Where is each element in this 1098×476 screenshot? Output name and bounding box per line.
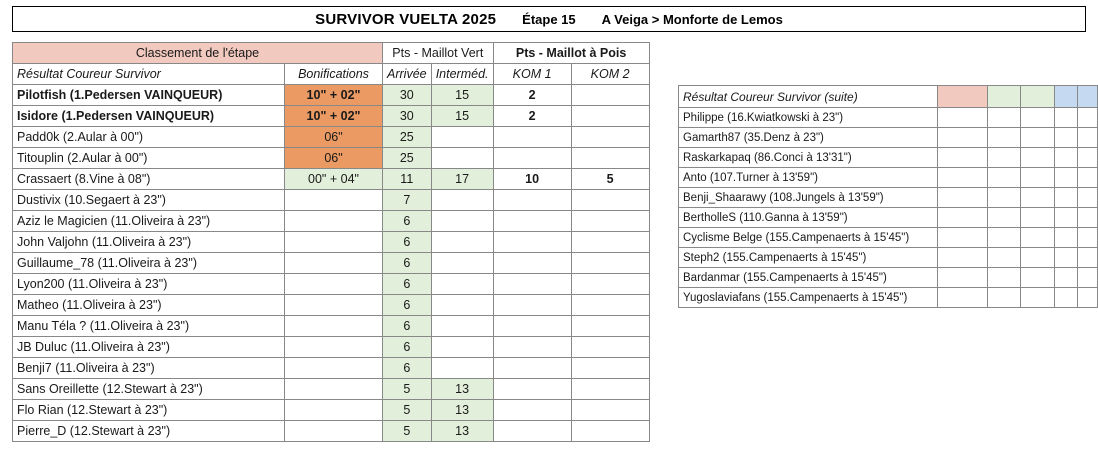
cell-bonifications: 00" + 04" [285, 169, 383, 190]
suite-cell-4 [1054, 248, 1078, 268]
cell-kom2-points [571, 232, 649, 253]
list-item [679, 208, 1098, 228]
suite-cell-3 [1021, 228, 1054, 248]
cell-kom1-points [493, 337, 571, 358]
cell-rider-name: Pierre_D (12.Stewart à 23") [13, 421, 285, 442]
cell-intermediate-points [431, 253, 493, 274]
table-row [13, 316, 650, 337]
cell-rider-name: John Valjohn (11.Oliveira à 23") [13, 232, 285, 253]
cell-bonifications [285, 421, 383, 442]
cell-arrivee-points: 6 [383, 211, 432, 232]
list-item [679, 248, 1098, 268]
stage-results-table [12, 42, 650, 442]
table-row [13, 358, 650, 379]
cell-arrivee-points: 25 [383, 148, 432, 169]
suite-cell-2 [987, 208, 1020, 228]
cell-arrivee-points: 5 [383, 421, 432, 442]
table-row [13, 379, 650, 400]
cell-arrivee-points: 6 [383, 316, 432, 337]
suite-header-swatch-green-1 [987, 86, 1020, 108]
table-row [13, 253, 650, 274]
cell-kom1-points [493, 253, 571, 274]
suite-cell-1 [938, 148, 987, 168]
group-header-maillot-vert: Pts - Maillot Vert [383, 43, 494, 64]
suite-header-row [679, 86, 1098, 108]
cell-arrivee-points: 6 [383, 253, 432, 274]
cell-arrivee-points: 30 [383, 85, 432, 106]
cell-intermediate-points: 15 [431, 85, 493, 106]
cell-rider-name: Manu Téla ? (11.Oliveira à 23") [13, 316, 285, 337]
list-item [679, 188, 1098, 208]
route-label: A Veiga > Monforte de Lemos [601, 11, 783, 27]
cell-kom2-points [571, 85, 649, 106]
suite-cell-5 [1078, 248, 1098, 268]
list-item [679, 288, 1098, 308]
suite-cell-2 [987, 248, 1020, 268]
cell-rider-name: Crassaert (8.Vine à 08") [13, 169, 285, 190]
col-header-bonifications: Bonifications [285, 64, 383, 85]
suite-cell-2 [987, 188, 1020, 208]
suite-cell-5 [1078, 128, 1098, 148]
cell-rider-name-suite: Bardanmar (155.Campenaerts à 15'45") [679, 268, 938, 288]
cell-rider-name: Titouplin (2.Aular à 00") [13, 148, 285, 169]
suite-cell-2 [987, 108, 1020, 128]
suite-header-swatch-blue-2 [1078, 86, 1098, 108]
cell-kom1-points [493, 211, 571, 232]
table-row [13, 190, 650, 211]
suite-cell-3 [1021, 268, 1054, 288]
suite-cell-5 [1078, 108, 1098, 128]
cell-rider-name: Sans Oreillette (12.Stewart à 23") [13, 379, 285, 400]
table-row [13, 274, 650, 295]
cell-arrivee-points: 6 [383, 295, 432, 316]
cell-rider-name: Isidore (1.Pedersen VAINQUEUR) [13, 106, 285, 127]
stage-label: Étape 15 [522, 11, 576, 27]
table-row [13, 337, 650, 358]
cell-kom1-points [493, 400, 571, 421]
suite-header-swatch-blue-1 [1054, 86, 1078, 108]
suite-cell-3 [1021, 128, 1054, 148]
suite-cell-2 [987, 268, 1020, 288]
col-header-arrivee: Arrivée [383, 64, 432, 85]
suite-cell-1 [938, 248, 987, 268]
table-row [13, 421, 650, 442]
cell-rider-name: Lyon200 (11.Oliveira à 23") [13, 274, 285, 295]
suite-cell-4 [1054, 128, 1078, 148]
cell-kom1-points: 10 [493, 169, 571, 190]
cell-arrivee-points: 6 [383, 274, 432, 295]
cell-intermediate-points [431, 190, 493, 211]
cell-kom1-points [493, 358, 571, 379]
suite-cell-4 [1054, 208, 1078, 228]
suite-cell-4 [1054, 268, 1078, 288]
cell-intermediate-points [431, 295, 493, 316]
cell-intermediate-points [431, 274, 493, 295]
cell-intermediate-points [431, 127, 493, 148]
suite-cell-3 [1021, 148, 1054, 168]
suite-cell-3 [1021, 188, 1054, 208]
cell-rider-name-suite: Gamarth87 (35.Denz à 23") [679, 128, 938, 148]
suite-cell-3 [1021, 248, 1054, 268]
suite-cell-5 [1078, 148, 1098, 168]
cell-intermediate-points [431, 358, 493, 379]
suite-cell-4 [1054, 148, 1078, 168]
suite-cell-5 [1078, 268, 1098, 288]
group-header-row [13, 43, 650, 64]
cell-intermediate-points [431, 211, 493, 232]
suite-cell-3 [1021, 288, 1054, 308]
suite-cell-1 [938, 108, 987, 128]
cell-bonifications [285, 358, 383, 379]
suite-cell-5 [1078, 228, 1098, 248]
cell-bonifications [285, 274, 383, 295]
list-item [679, 148, 1098, 168]
cell-rider-name: Matheo (11.Oliveira à 23") [13, 295, 285, 316]
suite-cell-1 [938, 168, 987, 188]
title-banner [12, 6, 1086, 32]
cell-bonifications [285, 232, 383, 253]
cell-bonifications: 10" + 02" [285, 106, 383, 127]
suite-cell-1 [938, 208, 987, 228]
cell-kom2-points [571, 274, 649, 295]
cell-bonifications: 06" [285, 148, 383, 169]
cell-kom2-points [571, 295, 649, 316]
cell-bonifications [285, 295, 383, 316]
cell-kom2-points [571, 211, 649, 232]
cell-kom2-points [571, 106, 649, 127]
suite-cell-2 [987, 168, 1020, 188]
cell-kom2-points [571, 127, 649, 148]
suite-cell-4 [1054, 188, 1078, 208]
suite-cell-5 [1078, 208, 1098, 228]
suite-cell-3 [1021, 108, 1054, 128]
stage-results-suite-table [678, 85, 1098, 308]
cell-bonifications [285, 190, 383, 211]
cell-bonifications: 10" + 02" [285, 85, 383, 106]
cell-rider-name-suite: Yugoslaviafans (155.Campenaerts à 15'45") [679, 288, 938, 308]
table-row [13, 400, 650, 421]
cell-kom1-points [493, 295, 571, 316]
cell-kom1-points [493, 274, 571, 295]
cell-kom2-points [571, 358, 649, 379]
cell-arrivee-points: 6 [383, 337, 432, 358]
suite-cell-5 [1078, 288, 1098, 308]
cell-arrivee-points: 11 [383, 169, 432, 190]
cell-rider-name-suite: Raskarkapaq (86.Conci à 13'31") [679, 148, 938, 168]
page-title: SURVIVOR VUELTA 2025 [315, 10, 497, 28]
cell-kom1-points [493, 190, 571, 211]
cell-rider-name: Pilotfish (1.Pedersen VAINQUEUR) [13, 85, 285, 106]
cell-kom1-points [493, 148, 571, 169]
cell-intermediate-points: 13 [431, 379, 493, 400]
cell-arrivee-points: 30 [383, 106, 432, 127]
cell-rider-name-suite: Benji_Shaarawy (108.Jungels à 13'59") [679, 188, 938, 208]
col-header-kom1: KOM 1 [493, 64, 571, 85]
suite-cell-4 [1054, 168, 1078, 188]
suite-cell-4 [1054, 108, 1078, 128]
suite-cell-3 [1021, 168, 1054, 188]
cell-kom2-points [571, 337, 649, 358]
cell-rider-name: Benji7 (11.Oliveira à 23") [13, 358, 285, 379]
col-header-kom2: KOM 2 [571, 64, 649, 85]
table-row [13, 148, 650, 169]
list-item [679, 268, 1098, 288]
suite-cell-3 [1021, 208, 1054, 228]
cell-kom1-points [493, 379, 571, 400]
cell-kom1-points: 2 [493, 85, 571, 106]
cell-bonifications [285, 316, 383, 337]
cell-kom1-points [493, 127, 571, 148]
cell-rider-name: JB Duluc (11.Oliveira à 23") [13, 337, 285, 358]
suite-cell-2 [987, 148, 1020, 168]
suite-cell-2 [987, 128, 1020, 148]
suite-cell-4 [1054, 288, 1078, 308]
cell-bonifications: 06" [285, 127, 383, 148]
list-item [679, 228, 1098, 248]
cell-intermediate-points: 13 [431, 421, 493, 442]
group-header-classement: Classement de l'étape [13, 43, 383, 64]
cell-rider-name: Aziz le Magicien (11.Oliveira à 23") [13, 211, 285, 232]
suite-cell-4 [1054, 228, 1078, 248]
table-row [13, 85, 650, 106]
suite-cell-5 [1078, 168, 1098, 188]
suite-cell-1 [938, 288, 987, 308]
col-header-resultat: Résultat Coureur Survivor [13, 64, 285, 85]
column-header-row [13, 64, 650, 85]
col-header-intermed: Interméd. [431, 64, 493, 85]
cell-intermediate-points: 15 [431, 106, 493, 127]
cell-arrivee-points: 7 [383, 190, 432, 211]
cell-kom1-points [493, 232, 571, 253]
list-item [679, 108, 1098, 128]
cell-bonifications [285, 379, 383, 400]
suite-cell-5 [1078, 188, 1098, 208]
cell-arrivee-points: 5 [383, 400, 432, 421]
cell-rider-name-suite: Philippe (16.Kwiatkowski à 23") [679, 108, 938, 128]
cell-kom1-points: 2 [493, 106, 571, 127]
table-row [13, 295, 650, 316]
cell-kom1-points [493, 316, 571, 337]
cell-kom1-points [493, 421, 571, 442]
suite-cell-1 [938, 268, 987, 288]
cell-bonifications [285, 253, 383, 274]
cell-rider-name: Dustivix (10.Segaert à 23") [13, 190, 285, 211]
cell-arrivee-points: 6 [383, 232, 432, 253]
cell-kom2-points [571, 379, 649, 400]
table-row [13, 127, 650, 148]
cell-kom2-points [571, 253, 649, 274]
cell-bonifications [285, 400, 383, 421]
suite-cell-2 [987, 288, 1020, 308]
cell-rider-name: Flo Rian (12.Stewart à 23") [13, 400, 285, 421]
cell-kom2-points [571, 316, 649, 337]
suite-col-header-resultat: Résultat Coureur Survivor (suite) [679, 86, 938, 108]
table-row [13, 106, 650, 127]
suite-cell-1 [938, 128, 987, 148]
cell-intermediate-points [431, 316, 493, 337]
cell-rider-name: Guillaume_78 (11.Oliveira à 23") [13, 253, 285, 274]
cell-kom2-points: 5 [571, 169, 649, 190]
cell-kom2-points [571, 421, 649, 442]
cell-arrivee-points: 5 [383, 379, 432, 400]
list-item [679, 128, 1098, 148]
cell-arrivee-points: 6 [383, 358, 432, 379]
table-row [13, 232, 650, 253]
cell-bonifications [285, 337, 383, 358]
cell-intermediate-points: 13 [431, 400, 493, 421]
cell-rider-name: Padd0k (2.Aular à 00") [13, 127, 285, 148]
cell-intermediate-points [431, 337, 493, 358]
table-row [13, 169, 650, 190]
suite-cell-1 [938, 228, 987, 248]
suite-header-swatch-green-2 [1021, 86, 1054, 108]
cell-intermediate-points: 17 [431, 169, 493, 190]
suite-cell-2 [987, 228, 1020, 248]
cell-rider-name-suite: Anto (107.Turner à 13'59") [679, 168, 938, 188]
table-row [13, 211, 650, 232]
cell-kom2-points [571, 148, 649, 169]
list-item [679, 168, 1098, 188]
cell-intermediate-points [431, 232, 493, 253]
cell-intermediate-points [431, 148, 493, 169]
group-header-maillot-pois: Pts - Maillot à Pois [493, 43, 649, 64]
cell-rider-name-suite: Steph2 (155.Campenaerts à 15'45") [679, 248, 938, 268]
cell-kom2-points [571, 400, 649, 421]
cell-kom2-points [571, 190, 649, 211]
cell-rider-name-suite: BertholleS (110.Ganna à 13'59") [679, 208, 938, 228]
suite-header-swatch-pink [938, 86, 987, 108]
cell-arrivee-points: 25 [383, 127, 432, 148]
suite-cell-1 [938, 188, 987, 208]
cell-bonifications [285, 211, 383, 232]
cell-rider-name-suite: Cyclisme Belge (155.Campenaerts à 15'45") [679, 228, 938, 248]
